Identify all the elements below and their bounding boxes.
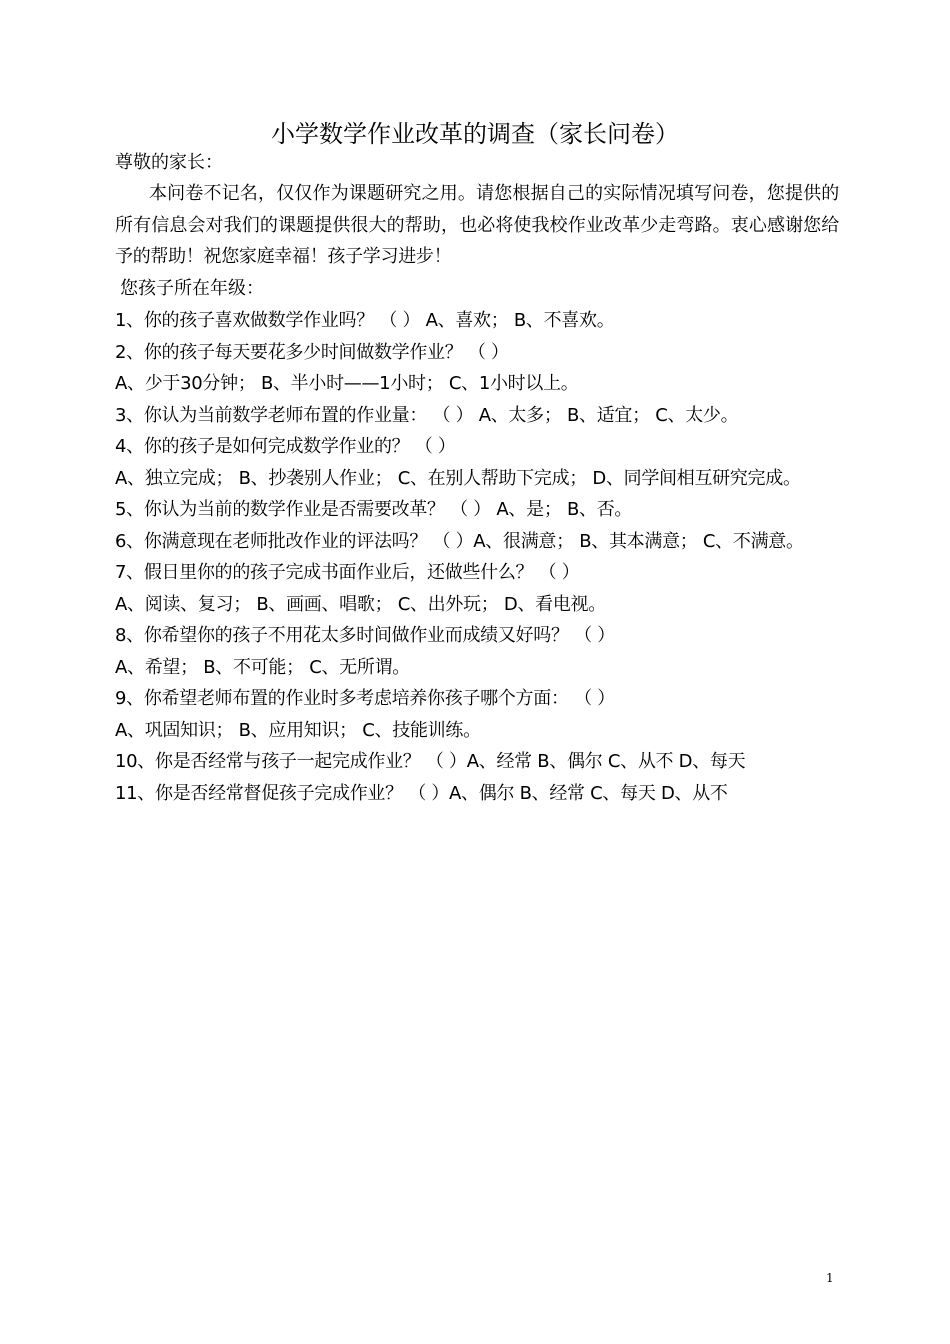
question-10: 10、你是否经常与孩子一起完成作业？ （ ）A、经常 B、偶尔 C、从不 D、每天	[115, 751, 746, 772]
question-4-options: A、独立完成； B、抄袭别人作业； C、在别人帮助下完成； D、同学间相互研究完成。	[115, 467, 801, 489]
question-1: 1、你的孩子喜欢做数学作业吗？ （ ） A、喜欢； B、不喜欢。	[115, 310, 615, 331]
question-5: 5、你认为当前的数学作业是否需要改革？ （ ） A、是； B、否。	[115, 499, 633, 520]
question-6: 6、你满意现在老师批改作业的评法吗？ （ ）A、很满意； B、其本满意； C、不满意。	[115, 530, 804, 552]
salutation: 尊敬的家长：	[115, 152, 223, 173]
question-3: 3、你认为当前数学老师布置的作业量： （ ） A、太多； B、适宜； C、太少。	[115, 404, 739, 426]
question-8: 8、你希望你的孩子不用花太多时间做作业而成绩又好吗？ （ ）	[115, 625, 615, 646]
question-list	[115, 305, 855, 809]
page-number: 1	[826, 1271, 834, 1285]
question-7: 7、假日里你的的孩子完成书面作业后，还做些什么？ （ ）	[115, 562, 580, 583]
page-title: 小学数学作业改革的调查（家长问卷）	[271, 120, 679, 148]
question-4: 4、你的孩子是如何完成数学作业的？ （ ）	[115, 436, 456, 457]
question-9-options: A、巩固知识； B、应用知识； C、技能训练。	[115, 719, 481, 741]
intro-paragraph: 本问卷不记名，仅仅作为课题研究之用。请您根据自己的实际情况填写问卷，您提供的所有信息会对我们的课题提供很大的帮助，也必将使我校作业改革少走弯路。衷心感谢您给予的帮助！祝您家庭幸福！孩子学习进步！	[115, 183, 839, 267]
question-2-options: A、少于30分钟； B、半小时——1小时； C、1小时以上。	[115, 373, 579, 394]
question-8-options: A、希望； B、不可能； C、无所谓。	[115, 656, 410, 678]
question-2: 2、你的孩子每天要花多少时间做数学作业？ （ ）	[115, 341, 509, 363]
question-11: 11、你是否经常督促孩子完成作业？ （ ）A、偶尔 B、经常 C、每天 D、从不	[115, 782, 728, 804]
question-9: 9、你希望老师布置的作业时多考虑培养你孩子哪个方面： （ ）	[115, 688, 615, 709]
grade-prompt: 您孩子所在年级：	[120, 278, 264, 299]
question-7-options: A、阅读、复习； B、画画、唱歌； C、出外玩； D、看电视。	[115, 593, 606, 615]
